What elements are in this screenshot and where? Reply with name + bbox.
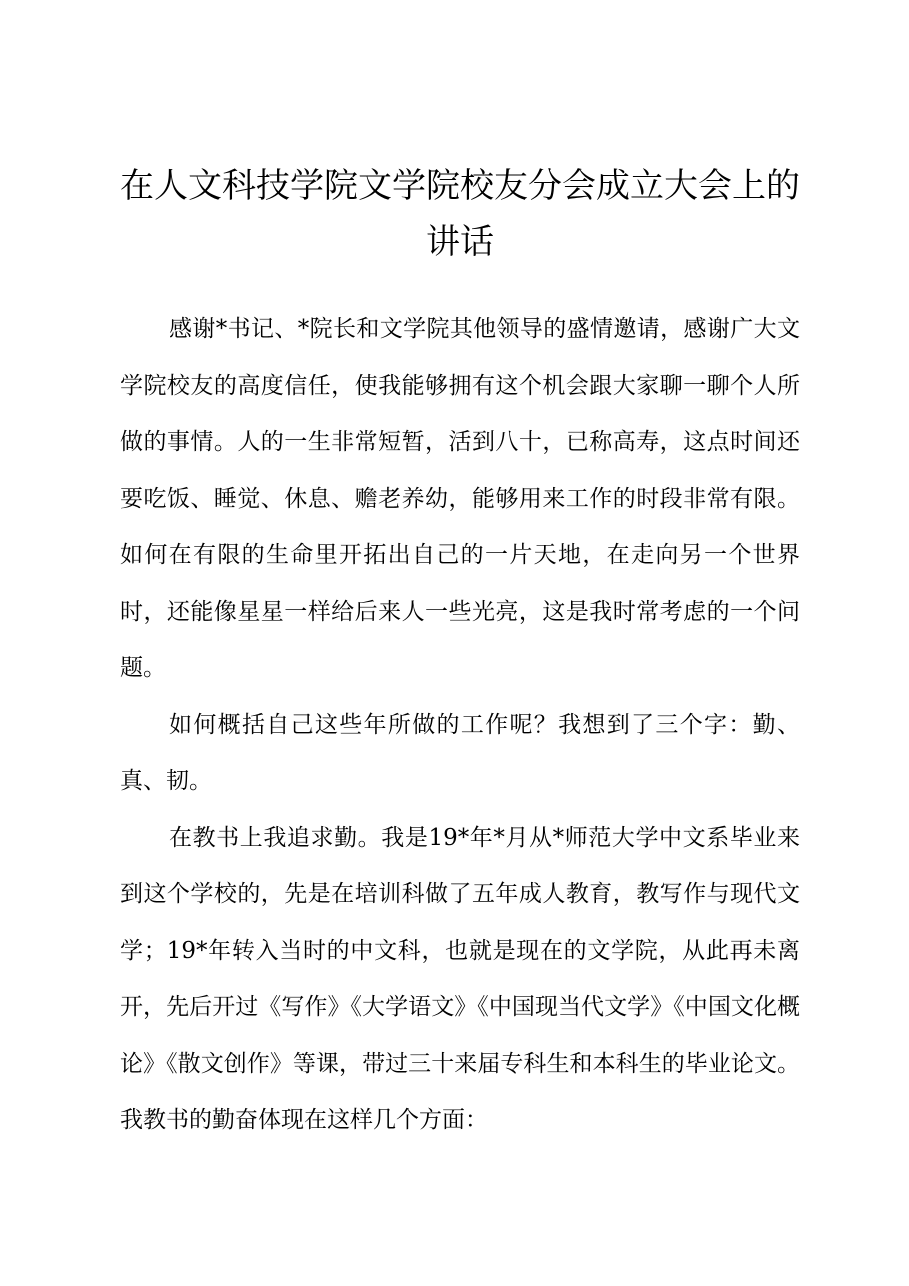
document-title: 在人文科技学院文学院校友分会成立大会上的讲话 (120, 166, 800, 262)
paragraph-2: 如何概括自己这些年所做的工作呢？我想到了三个字：勤、真、韧。 (120, 711, 800, 794)
paragraph-1: 感谢*书记、*院长和文学院其他领导的盛情邀请，感谢广大文学院校友的高度信任，使我能够拥有这个机会跟大家聊一聊个人所做的事情。人的一生非常短暂，活到八十，已称高寿，这点时间还要吃饭、睡觉、休息、赡老养幼，能够用来工作的时段非常有限。如何在有限的生命里开拓出自己的一片天地，在走向另一个世界时，还能像星星一样给后来人一些光亮，这是我时常考虑的一个问题。 (120, 316, 800, 681)
paragraph-3: 在教书上我追求勤。我是19*年*月从*师范大学中文系毕业来到这个学校的，先是在培训科做了五年成人教育，教写作与现代文学；19*年转入当时的中文科，也就是现在的文学院，从此再未离开，先后开过《写作》《大学语文》《中国现当代文学》《中国文化概论》《散文创作》等课，带过三十来届专科生和本科生的毕业论文。我教书的勤奋体现在这样几个方面： (120, 824, 800, 1133)
document-body (120, 301, 800, 1149)
